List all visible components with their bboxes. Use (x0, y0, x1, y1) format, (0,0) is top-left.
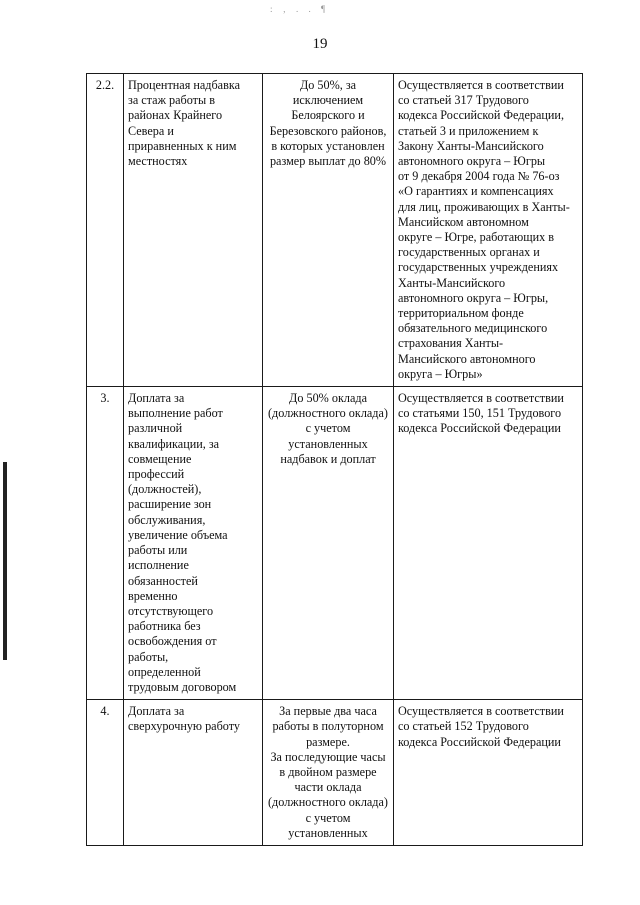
payment-amount: За первые два часа работы в полуторном размере. За последующие часы в двойном размере части оклада (должностного оклада) с учетом установленных (268, 704, 388, 840)
legal-basis-cell (394, 74, 583, 387)
payment-name-cell (124, 387, 263, 700)
row-number: 2.2. (95, 78, 115, 92)
legal-basis: Осуществляется в соответствии со статьями 150, 151 Трудового кодекса Российской Федерации (398, 391, 564, 436)
page-number: 19 (312, 36, 328, 52)
table-row (87, 387, 583, 700)
payment-amount-cell (263, 387, 394, 700)
scan-artifact-marks: : ‚ . . ¶ (270, 4, 330, 14)
row-number: 3. (100, 391, 110, 406)
payment-name: Доплата за выполнение работ различной квалификации, за совмещение профессий (должностей), расширение зон обслуживания, увеличение объема работы или исполнение обязанностей временно отсутствующего работника без освобождения от работы, определенной трудовым договором (128, 391, 237, 694)
payment-amount-cell (263, 74, 394, 387)
payments-table (86, 73, 583, 846)
table-row (87, 700, 583, 846)
table-row (87, 74, 583, 387)
payment-amount: До 50%, за исключением Белоярского и Березовского районов, в которых установлен размер выплат до 80% (269, 78, 387, 169)
legal-basis: Осуществляется в соответствии со статьей 152 Трудового кодекса Российской Федерации (398, 704, 564, 749)
legal-basis: Осуществляется в соответствии со статьей 317 Трудового кодекса Российской Федерации, статьей 3 и приложением к Закону Ханты-Мансийского автономного округа – Югры от 9 декабря 2004 года № 76-оз «О гарантиях и компенсациях для лиц, проживающих в Ханты- Мансийском автономном округе – Югре, работающих в государственных органах и государственных учреждениях Ханты-Мансийского автономного округа – Югры, территориальном фонде обязательного медицинского страхования Ханты- Мансийского автономного округа – Югры» (398, 78, 570, 381)
payment-name-cell (124, 74, 263, 387)
row-number-cell (87, 387, 124, 700)
legal-basis-cell (394, 700, 583, 846)
payment-amount-cell (263, 700, 394, 846)
row-number-cell (87, 700, 124, 846)
legal-basis-cell (394, 387, 583, 700)
payment-name: Доплата за сверхурочную работу (128, 704, 240, 734)
payment-name: Процентная надбавка за стаж работы в районах Крайнего Севера и приравненных к ним местностях (128, 78, 240, 169)
row-number: 4. (100, 704, 110, 719)
row-number-cell (87, 74, 124, 387)
payment-name-cell (124, 700, 263, 846)
payment-amount: До 50% оклада (должностного оклада) с учетом установленных надбавок и доплат (268, 391, 388, 466)
scan-margin-bar (3, 462, 7, 660)
